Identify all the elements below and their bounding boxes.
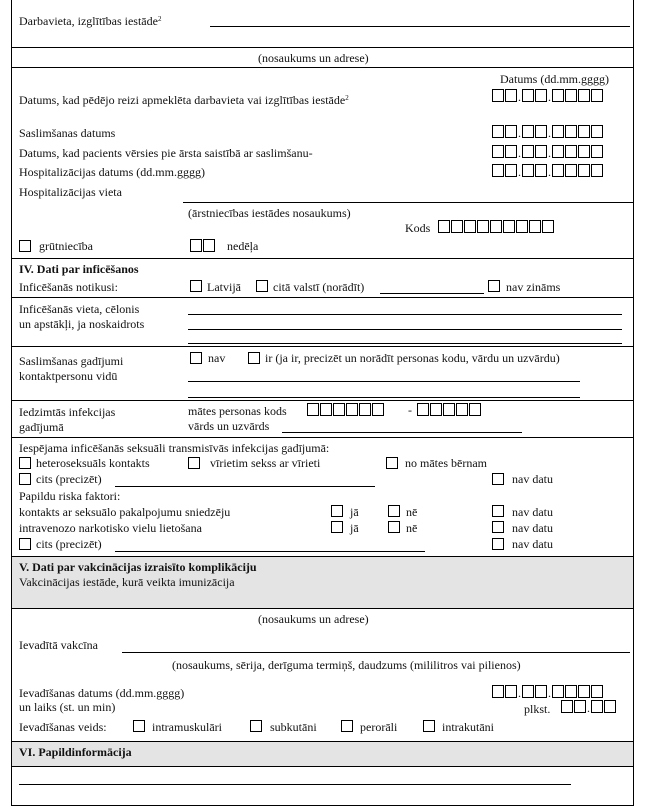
im-label: intramuskulāri bbox=[152, 720, 222, 734]
other-sti-checkbox[interactable] bbox=[19, 473, 31, 485]
onset-label: Saslimšanas datums bbox=[19, 126, 116, 140]
other-country-label: citā valstī (norādīt) bbox=[273, 280, 365, 294]
place-label-l1: Inficēšanās vieta, cēlonis bbox=[19, 302, 140, 316]
admin-date-label: Ievadīšanas datums (dd.mm.gggg) bbox=[19, 686, 185, 700]
divider bbox=[11, 556, 634, 557]
place-line[interactable] bbox=[188, 329, 622, 330]
sti-title: Iespējama inficēšanās seksuāli transmisīvās infekcijas gadījumā: bbox=[19, 441, 330, 455]
section-iv-title: IV. Dati par inficēšanos bbox=[19, 262, 139, 276]
msm-label: vīrietim sekss ar vīrieti bbox=[210, 456, 321, 470]
vaccine-hint: (nosaukums, sērija, derīguma termiņš, daudzums (mililitros vai pilienos) bbox=[172, 658, 521, 672]
week-field[interactable] bbox=[190, 239, 215, 252]
sex-worker-no-label: nē bbox=[406, 505, 418, 519]
divider bbox=[183, 202, 634, 203]
date-field-onset[interactable]: . . bbox=[492, 125, 603, 138]
sex-worker-yes-checkbox[interactable] bbox=[331, 505, 343, 517]
other-risk-checkbox[interactable] bbox=[19, 538, 31, 550]
divider bbox=[11, 608, 634, 609]
sc-checkbox[interactable] bbox=[250, 720, 262, 732]
workplace-label: Darbavieta, izglītības iestāde$^2$ bbox=[19, 14, 162, 28]
mother-code-part2[interactable] bbox=[417, 403, 481, 416]
other-sti-line[interactable] bbox=[115, 486, 375, 487]
week-label: nedēļa bbox=[227, 239, 259, 253]
divider bbox=[11, 400, 634, 401]
contacts-line[interactable] bbox=[188, 397, 580, 398]
admin-date-field[interactable]: . . bbox=[492, 685, 603, 698]
date-field-doctor-visit[interactable]: . . bbox=[492, 145, 603, 158]
unknown-label: nav zināms bbox=[506, 280, 561, 294]
other-risk-line[interactable] bbox=[115, 551, 425, 552]
latvia-label: Latvijā bbox=[207, 280, 241, 294]
congenital-label-l2: gadījumā bbox=[19, 420, 64, 434]
contacts-label-l1: Saslimšanas gadījumi bbox=[19, 354, 124, 368]
mother-code-part1[interactable] bbox=[307, 403, 384, 416]
facility-code-field[interactable] bbox=[438, 220, 554, 233]
unknown-checkbox[interactable] bbox=[488, 280, 500, 292]
sex-worker-no-data-checkbox[interactable] bbox=[492, 505, 504, 517]
code-label: Kods bbox=[405, 221, 431, 235]
divider bbox=[11, 766, 634, 767]
other-risk-label: cits (precizēt) bbox=[36, 537, 102, 551]
doctor-visit-label: Datums, kad pacients vērsies pie ārsta saistībā ar saslimšanu- bbox=[19, 146, 313, 160]
divider bbox=[11, 67, 634, 68]
code-dash: - bbox=[408, 403, 412, 417]
workplace-line[interactable] bbox=[210, 26, 630, 27]
admin-time-label: un laiks (st. un min) bbox=[19, 700, 116, 714]
idu-no-data-label: nav datu bbox=[512, 521, 553, 535]
from-mother-label: no mātes bērnam bbox=[405, 456, 487, 470]
msm-checkbox[interactable] bbox=[188, 457, 200, 469]
idu-no-checkbox[interactable] bbox=[388, 521, 400, 533]
vaccine-line[interactable] bbox=[122, 652, 630, 653]
last-visit-label: Datums, kad pēdējo reizi apmeklēta darbavieta vai izglītības iestāde$^2$ bbox=[19, 93, 349, 107]
hosp-date-label: Hospitalizācijas datums (dd.mm.gggg) bbox=[19, 165, 205, 179]
admin-time-field[interactable]: . bbox=[561, 700, 616, 713]
hetero-label: heteroseksuāls kontakts bbox=[36, 456, 150, 470]
date-field-last-visit[interactable]: . . bbox=[492, 89, 603, 102]
contacts-line[interactable] bbox=[188, 381, 580, 382]
vaccination-institution-label: Vakcinācijas iestāde, kurā veikta imunizācija bbox=[19, 575, 235, 589]
section-vi-title: VI. Papildinformācija bbox=[19, 745, 132, 759]
additional-info-line[interactable] bbox=[19, 784, 571, 785]
divider bbox=[11, 346, 634, 347]
sex-worker-label: kontakts ar seksuālo pakalpojumu sniedzēju bbox=[19, 505, 231, 519]
hetero-checkbox[interactable] bbox=[19, 457, 31, 469]
congenital-label-l1: Iedzimtās infekcijas bbox=[19, 405, 116, 419]
risk-title: Papildu riska faktori: bbox=[19, 489, 121, 503]
other-sti-label: cits (precizēt) bbox=[36, 472, 102, 486]
idu-no-data-checkbox[interactable] bbox=[492, 521, 504, 533]
idu-yes-checkbox[interactable] bbox=[331, 521, 343, 533]
contacts-no-label: nav bbox=[208, 351, 226, 365]
mother-code-label: mātes personas kods bbox=[188, 404, 287, 418]
other-risk-no-data-checkbox[interactable] bbox=[492, 538, 504, 550]
divider bbox=[11, 741, 634, 742]
v-name-address-hint: (nosaukums un adrese) bbox=[258, 612, 369, 626]
dates-header: Datums (dd.mm.gggg) bbox=[500, 72, 609, 86]
sti-no-data-checkbox[interactable] bbox=[492, 473, 504, 485]
pregnancy-checkbox[interactable] bbox=[19, 240, 31, 252]
name-surname-label: vārds un uzvārds bbox=[188, 419, 270, 433]
divider bbox=[11, 297, 634, 298]
idu-label: intravenozo narkotisko vielu lietošana bbox=[19, 521, 202, 535]
oral-checkbox[interactable] bbox=[341, 720, 353, 732]
divider bbox=[11, 437, 634, 438]
at-label: plkst. bbox=[524, 702, 551, 716]
name-address-hint: (nosaukums un adrese) bbox=[258, 51, 369, 65]
oral-label: perorāli bbox=[360, 720, 398, 734]
idu-no-label: nē bbox=[406, 521, 418, 535]
infection-occurred-label: Inficēšanās notikusi: bbox=[19, 280, 118, 294]
divider bbox=[11, 47, 634, 48]
contacts-label-l2: kontaktpersonu vidū bbox=[19, 369, 118, 383]
other-risk-no-data-label: nav datu bbox=[512, 537, 553, 551]
from-mother-checkbox[interactable] bbox=[386, 457, 398, 469]
route-label: Ievadīšanas veids: bbox=[19, 720, 107, 734]
place-line[interactable] bbox=[188, 314, 622, 315]
vaccine-label: Ievadītā vakcīna bbox=[19, 638, 98, 652]
sti-no-data-label: nav datu bbox=[512, 472, 553, 486]
divider bbox=[11, 258, 634, 259]
other-country-checkbox[interactable] bbox=[256, 280, 268, 292]
intradermal-label: intrakutāni bbox=[442, 720, 494, 734]
name-surname-line[interactable] bbox=[282, 432, 522, 433]
other-country-line[interactable] bbox=[380, 293, 484, 294]
date-field-hospitalization[interactable]: . . bbox=[492, 164, 603, 177]
place-line[interactable] bbox=[188, 343, 622, 344]
im-checkbox[interactable] bbox=[133, 720, 145, 732]
idu-yes-label: jā bbox=[350, 521, 359, 535]
intradermal-checkbox[interactable] bbox=[423, 720, 435, 732]
pregnancy-label: grūtniecība bbox=[39, 239, 93, 253]
facility-hint: (ārstniecības iestādes nosaukums) bbox=[188, 206, 351, 220]
sex-worker-no-checkbox[interactable] bbox=[388, 505, 400, 517]
sc-label: subkutāni bbox=[270, 720, 317, 734]
latvia-checkbox[interactable] bbox=[190, 280, 202, 292]
sex-worker-yes-label: jā bbox=[350, 505, 359, 519]
hosp-place-label: Hospitalizācijas vieta bbox=[19, 185, 122, 199]
contacts-yes-label: ir (ja ir, precizēt un norādīt personas kodu, vārdu un uzvārdu) bbox=[265, 351, 560, 365]
section-v-title: V. Dati par vakcinācijas izraisīto komplikāciju bbox=[19, 560, 257, 574]
contacts-no-checkbox[interactable] bbox=[190, 352, 202, 364]
place-label-l2: un apstākļi, ja noskaidrots bbox=[19, 317, 145, 331]
contacts-yes-checkbox[interactable] bbox=[248, 352, 260, 364]
sex-worker-no-data-label: nav datu bbox=[512, 505, 553, 519]
